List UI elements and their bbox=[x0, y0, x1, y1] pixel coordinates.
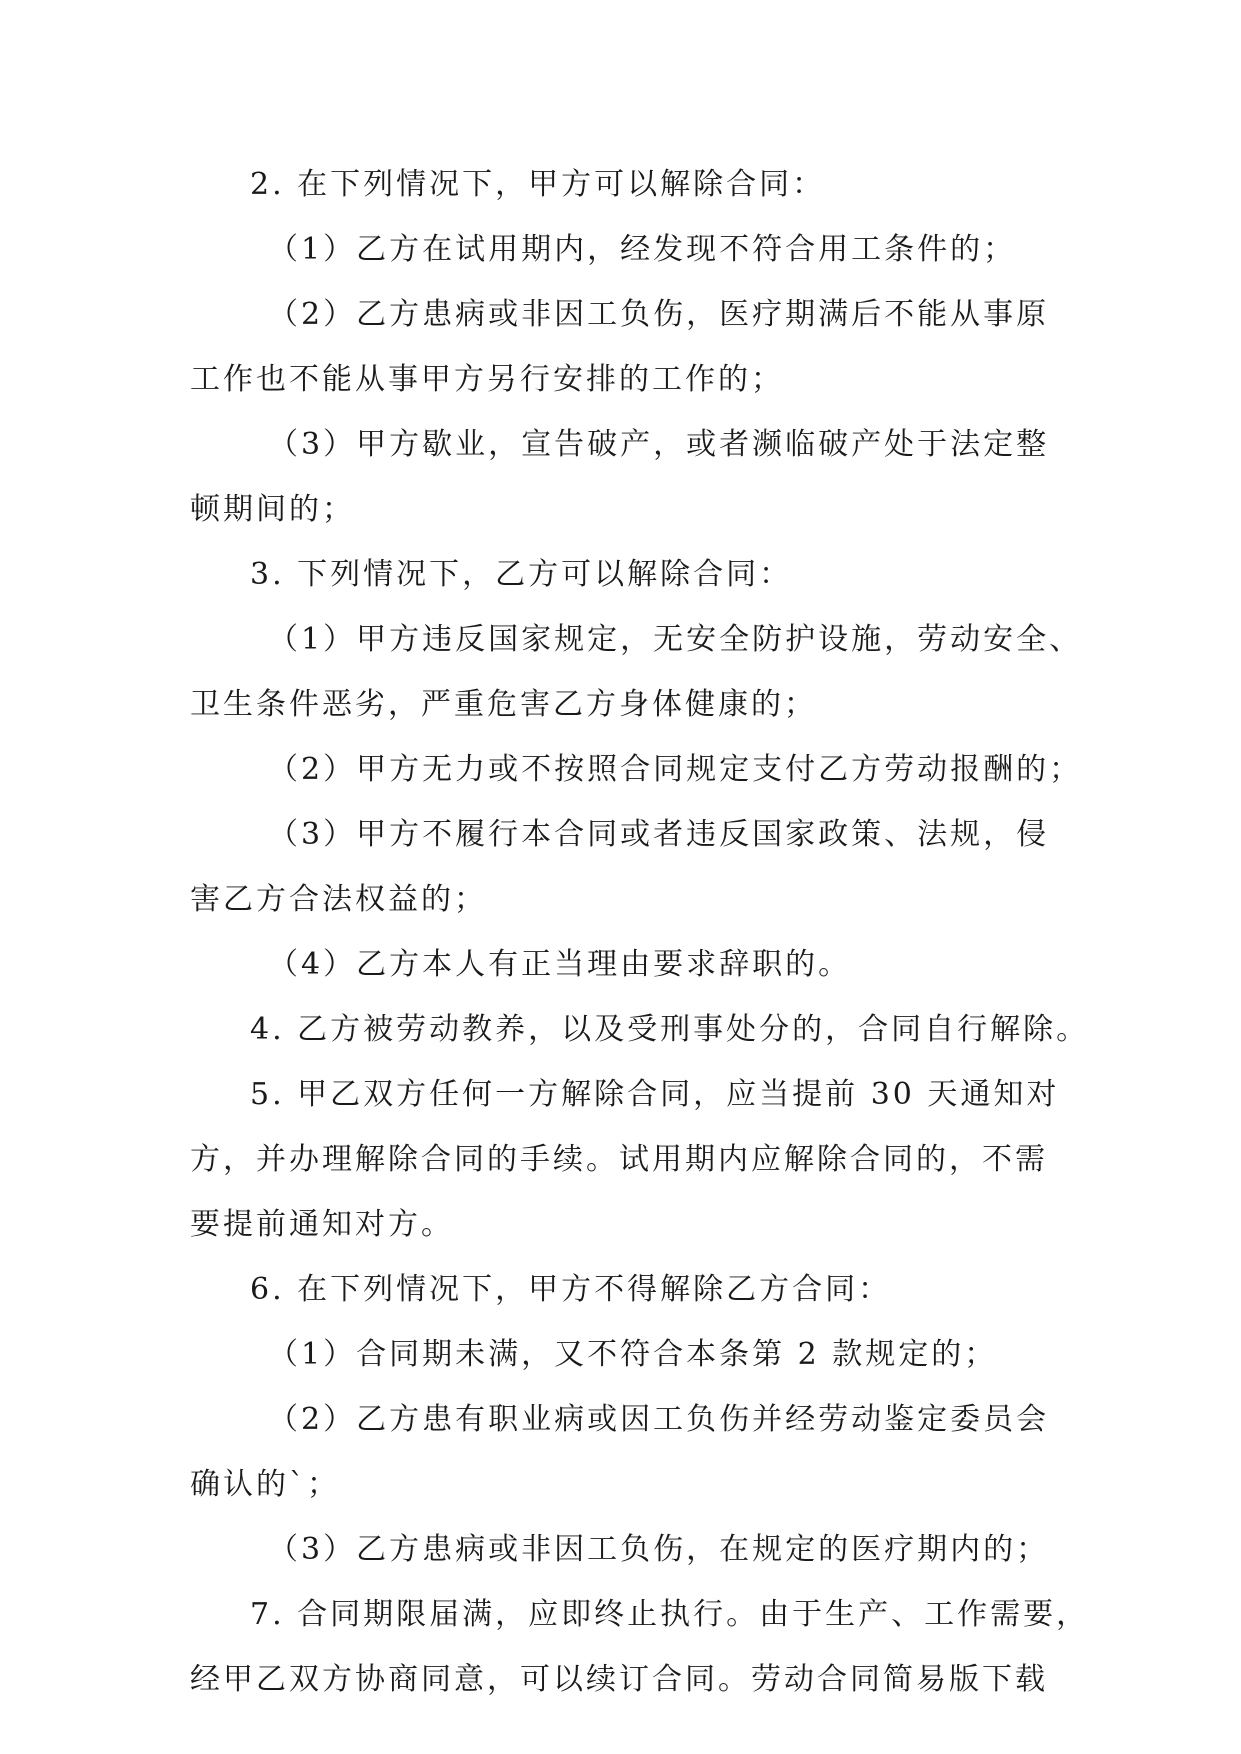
clause-2-heading: 2. 在下列情况下，甲方可以解除合同： bbox=[250, 167, 826, 202]
clause-3-item-3-cont: 害乙方合法权益的； bbox=[190, 882, 487, 917]
clause-6-item-2: （2）乙方患有职业病或因工负伤并经劳动鉴定委员会 bbox=[268, 1402, 1050, 1437]
clause-2-item-3: （3）甲方歇业，宣告破产，或者濒临破产处于法定整 bbox=[268, 427, 1050, 462]
clause-7-cont: 经甲乙双方协商同意，可以续订合同。劳动合同简易版下载 bbox=[190, 1662, 1048, 1697]
clause-7: 7. 合同期限届满，应即终止执行。由于生产、工作需要， bbox=[250, 1597, 1090, 1632]
clause-3-item-2: （2）甲方无力或不按照合同规定支付乙方劳动报酬的； bbox=[268, 752, 1083, 787]
clause-4: 4. 乙方被劳动教养，以及受刑事处分的，合同自行解除。 bbox=[250, 1012, 1090, 1047]
clause-3-heading: 3. 下列情况下，乙方可以解除合同： bbox=[250, 557, 793, 592]
clause-6-item-1: （1）合同期未满，又不符合本条第 2 款规定的； bbox=[268, 1337, 998, 1372]
clause-2-item-2-cont: 工作也不能从事甲方另行安排的工作的； bbox=[190, 362, 784, 397]
clause-5: 5. 甲乙双方任何一方解除合同，应当提前 30 天通知对 bbox=[250, 1077, 1060, 1112]
clause-5-cont-1: 方，并办理解除合同的手续。试用期内应解除合同的，不需 bbox=[190, 1142, 1048, 1177]
clause-2-item-3-cont: 顿期间的； bbox=[190, 492, 355, 527]
clause-5-cont-2: 要提前通知对方。 bbox=[190, 1207, 454, 1242]
clause-6-heading: 6. 在下列情况下，甲方不得解除乙方合同： bbox=[250, 1272, 892, 1307]
clause-6-item-2-cont: 确认的`； bbox=[190, 1467, 340, 1502]
clause-3-item-4: （4）乙方本人有正当理由要求辞职的。 bbox=[268, 947, 852, 982]
clause-3-item-1-cont: 卫生条件恶劣，严重危害乙方身体健康的； bbox=[190, 687, 817, 722]
clause-6-item-3: （3）乙方患病或非因工负伤，在规定的医疗期内的； bbox=[268, 1532, 1050, 1567]
clause-3-item-3: （3）甲方不履行本合同或者违反国家政策、法规，侵 bbox=[268, 817, 1050, 852]
clause-3-item-1: （1）甲方违反国家规定，无安全防护设施，劳动安全、 bbox=[268, 622, 1083, 657]
clause-2-item-2: （2）乙方患病或非因工负伤，医疗期满后不能从事原 bbox=[268, 297, 1050, 332]
document-body bbox=[190, 152, 1090, 1712]
clause-2-item-1: （1）乙方在试用期内，经发现不符合用工条件的； bbox=[268, 232, 1017, 267]
